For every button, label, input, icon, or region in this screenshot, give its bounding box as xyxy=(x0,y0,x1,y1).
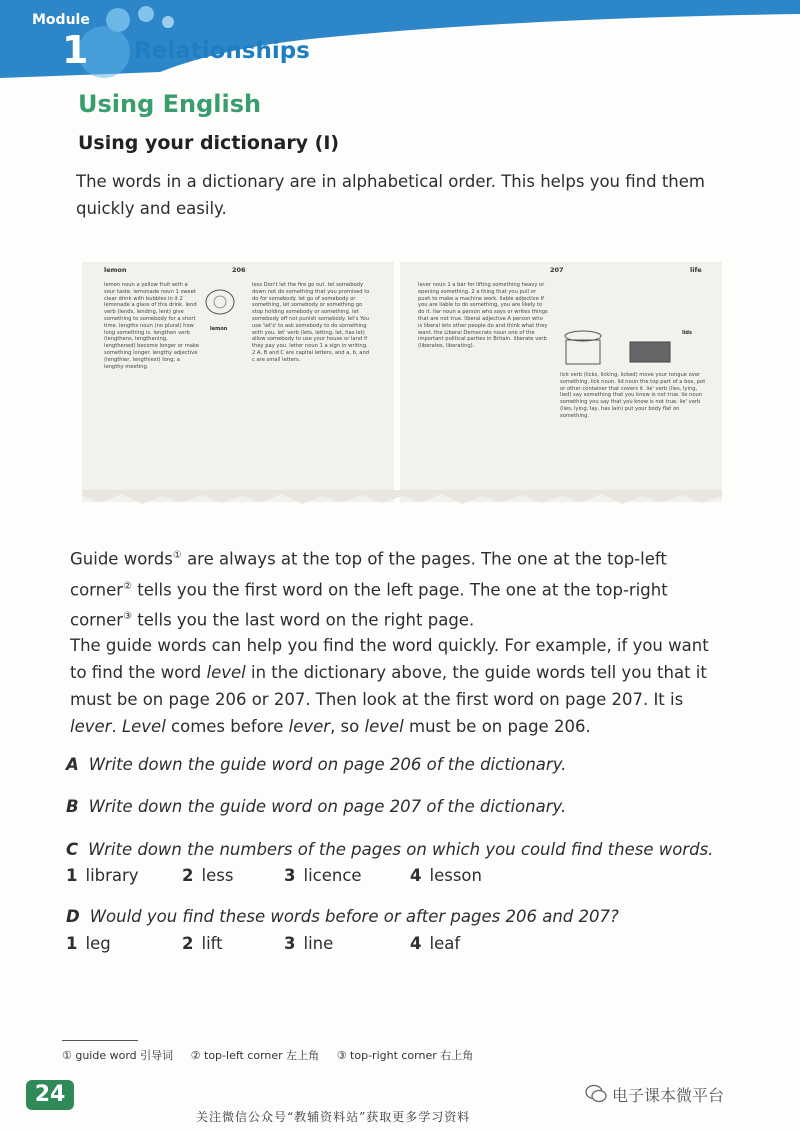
footnote-1: ① guide word 引导词 xyxy=(62,1049,174,1062)
sub-title: Using your dictionary (I) xyxy=(78,132,340,154)
p2-level3: level xyxy=(364,717,404,736)
lids-illustration xyxy=(560,322,680,368)
word-item: 3 licence xyxy=(284,866,362,885)
right-column-1: lever noun 1 a bar for lifting something heavy or opening something. 2 a thing that you pull or push to make a machine work. liable adjective If you are liable to do something, you are likely to do it. liar noun a person who says or writes things that are not true. liberal adjective A person who is liberal lets other people do and think what they want. the Liberal Democrats noun one of the important political parties in Britain. liberate verb (liberates, liberating). xyxy=(418,282,548,350)
guide-words-paragraph xyxy=(70,542,730,634)
p1-part-b: are always at the top of the pages. The one at the top-left corner xyxy=(70,549,667,599)
exercise-b xyxy=(66,797,746,816)
exercise-a-text: Write down the guide word on page 206 of the dictionary. xyxy=(88,755,567,774)
exercise-d-letter: D xyxy=(66,907,80,926)
exercise-d-words xyxy=(66,934,460,953)
wechat-icon xyxy=(584,1083,608,1105)
dictionary-image xyxy=(82,252,722,514)
exercise-c-letter: C xyxy=(66,840,79,859)
exercise-a-letter: A xyxy=(66,755,79,774)
p2-part-f: must be on page 206. xyxy=(403,717,591,736)
p2-part-d: comes before xyxy=(165,717,289,736)
right-page-number: 207 xyxy=(550,266,564,274)
left-guide-word: lemon xyxy=(104,266,127,274)
word-item: 1 library xyxy=(66,866,139,885)
footnote-3: ③ top-right corner 右上角 xyxy=(336,1049,474,1062)
footnote-divider xyxy=(62,1040,138,1041)
module-number: 1 xyxy=(62,28,89,72)
lemon-illustration-label: lemon xyxy=(210,326,228,332)
footnote-ref-2: ② xyxy=(123,580,133,592)
p2-part-e: , so xyxy=(330,717,365,736)
left-page-number: 206 xyxy=(232,266,246,274)
exercise-c-text: Write down the numbers of the pages on which you could find these words. xyxy=(88,840,714,859)
word-item: 4 lesson xyxy=(410,866,482,885)
left-column-2: less Don't let the fire go out. let somebody down not do something that you promised to do for somebody. let go of somebody or something, let somebody or something go stop holding somebody or something. let somebody off not punish somebody. let's You use 'let's' to ask somebody to do something with you. let' verb (lets, letting, let, has let) allow somebody to use your house or land if they pay you. letter noun 1 a sign in writing. 2 A, B and C are capital letters, and a, b, and c are small letters. xyxy=(252,282,370,363)
watermark-text: 电子课本微平台 xyxy=(612,1086,725,1105)
p1-part-a: Guide words xyxy=(70,549,173,569)
exercise-d-text: Would you find these words before or after pages 206 and 207? xyxy=(89,907,619,926)
word-item: 3 line xyxy=(284,934,334,953)
intro-paragraph: The words in a dictionary are in alphabetical order. This helps you find them quickly and easily. xyxy=(76,172,705,218)
p2-part-b: in the dictionary above, the guide words tell you that it must be on page 206 or 207. Then look at the first word on page 207. It is xyxy=(70,663,707,709)
footnote-ref-1: ① xyxy=(172,550,182,561)
module-label: Module xyxy=(32,12,90,28)
p1-part-d: tells you the last word on the right page. xyxy=(132,610,475,630)
p2-part-a: The guide words can help you find the word quickly. For example, if you want to find the word xyxy=(70,636,709,682)
exercise-c-words xyxy=(66,866,482,885)
section-title: Using English xyxy=(78,90,262,118)
page-number: 24 xyxy=(26,1080,74,1110)
lemon-illustration xyxy=(200,284,240,326)
right-guide-word: life xyxy=(690,266,702,274)
bottom-note: 关注微信公众号“教辅资料站”获取更多学习资料 xyxy=(196,1110,471,1124)
module-title: Relationships xyxy=(134,38,310,64)
p2-lever2: lever xyxy=(288,717,331,736)
example-paragraph xyxy=(70,632,730,740)
footnotes xyxy=(62,1047,487,1063)
exercise-c xyxy=(66,840,746,859)
word-item: 2 less xyxy=(182,866,234,885)
p2-level: level xyxy=(206,663,246,682)
lids-illustration-label: lids xyxy=(682,330,692,336)
exercise-d xyxy=(66,907,746,926)
footnote-ref-3: ③ xyxy=(123,611,133,622)
dictionary-right-page xyxy=(400,262,722,502)
module-banner xyxy=(0,0,800,78)
left-column-1: lemon noun a yellow fruit with a sour taste. lemonade noun 1 sweet clear drink with bubbles in it 2 lemonade a glass of this drink. lend verb (lends, lending, lent) give something to somebody for a short time. lengths noun (no plural) how long something is. lengthen verb (lengthens, lengthening, lengthened) become longer or make something longer. lengthy adjective (lengthier, lengthiest) long; a lengthy meeting. xyxy=(104,282,199,370)
p2-level2: Level xyxy=(121,717,166,736)
torn-edge xyxy=(82,490,722,514)
word-item: 1 leg xyxy=(66,934,111,953)
word-item: 2 lift xyxy=(182,934,223,953)
footnote-2: ② top-left corner 左上角 xyxy=(190,1049,320,1062)
p2-part-c: . xyxy=(111,717,122,736)
word-item: 4 leaf xyxy=(410,934,461,953)
dictionary-left-page xyxy=(82,262,394,502)
exercise-a xyxy=(66,755,746,774)
exercise-b-text: Write down the guide word on page 207 of the dictionary. xyxy=(88,797,567,816)
right-column-2: lick verb (licks, licking, licked) move your tongue over something. lick noun. lid noun the top part of a box, pot or other container that covers it. lie' verb (lies, lying, lied) say something that you know is not true. lie noun something you say that you know is not true. lie' verb (lies, lying, lay, has lain) put your body flat on something. xyxy=(560,372,706,419)
p2-lever: lever xyxy=(70,717,112,736)
exercise-b-letter: B xyxy=(66,797,79,816)
p1-part-c: tells you the first word on the left page. The one at the top-right corner xyxy=(70,580,668,630)
